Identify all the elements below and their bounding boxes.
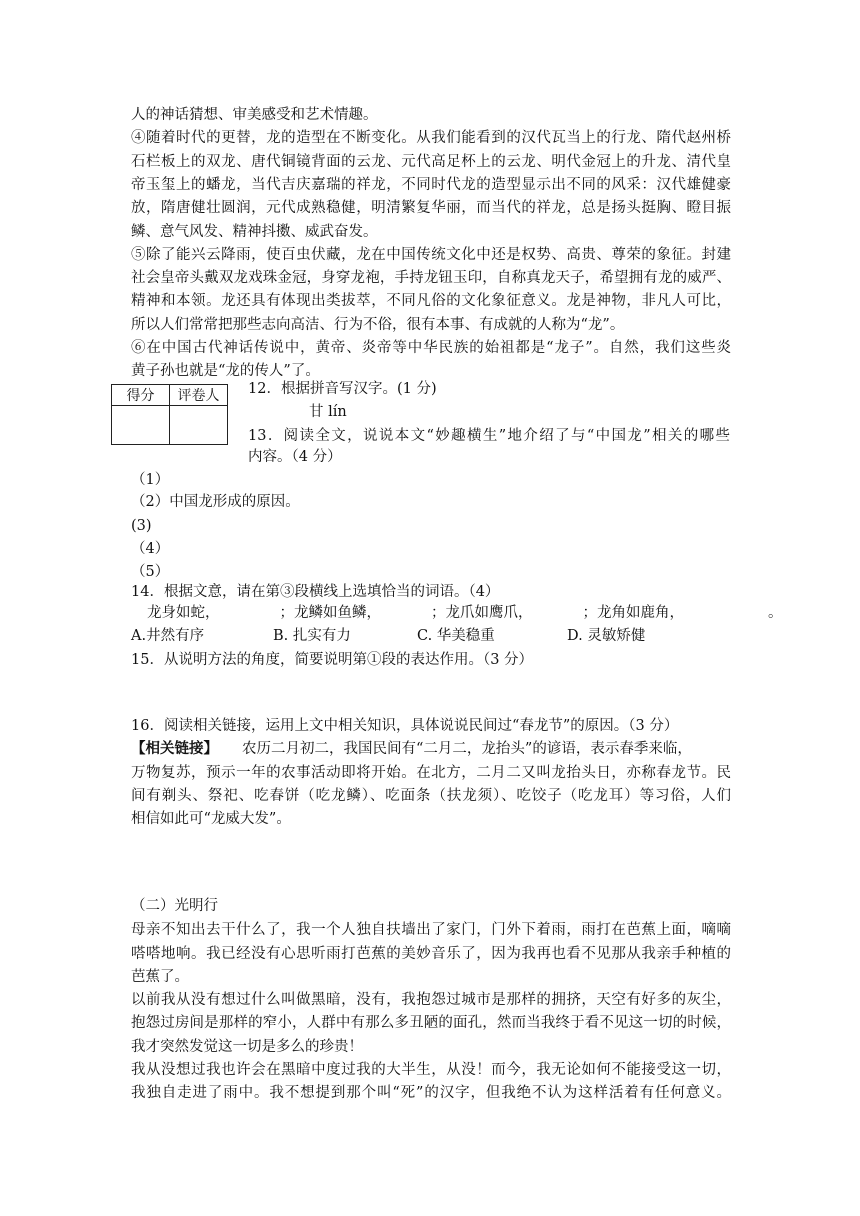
option-c: C. 华美稳重 — [417, 628, 495, 644]
passage-line: 社会皇帝头戴双龙戏珠金冠，身穿龙袍，手持龙钮玉印，自称真龙天子，希望拥有龙的威严、 — [131, 270, 731, 286]
passage-line: 抱怨过房间是那样的窄小，人群中有那么多丑陋的面孔，然而当我终于看不见这一切的时候， — [131, 1015, 731, 1031]
score-cell[interactable] — [112, 406, 170, 445]
passage-line: 帝玉玺上的蟠龙，当代吉庆嘉瑞的祥龙，不同时代龙的造型显示出不同的风采：汉代雄健豪 — [131, 177, 731, 193]
score-table — [111, 384, 228, 445]
related-link-line: 万物复苏，预示一年的农事活动即将开始。在北方，二月二又叫龙抬头日，亦称春龙节。民 — [131, 765, 731, 781]
passage-line: 我才突然发觉这一切是多么的珍贵！ — [131, 1039, 363, 1055]
answer-item: （1） — [131, 472, 170, 488]
passage-line: 放，隋唐健壮圆润，元代成熟稳健，明清繁复华丽，而当代的祥龙，总是扬头挺胸、瞪目振 — [131, 200, 731, 216]
answer-item: （5） — [131, 564, 170, 580]
question-13-cont: 内容。（4 分） — [248, 449, 342, 465]
grader-cell[interactable] — [170, 406, 228, 445]
related-link-text: 农历二月初二，我国民间有“二月二，龙抬头”的谚语，表示春季来临， — [242, 741, 692, 757]
section-title: （二）光明行 — [131, 898, 218, 914]
passage-line: 嗒嗒地响。我已经没有心思听雨打芭蕉的美妙音乐了，因为我再也看不见那从我亲手种植的 — [131, 946, 731, 962]
option-d: D. 灵敏矫健 — [567, 628, 646, 644]
score-header: 得分 — [112, 385, 170, 406]
related-link-label: 【相关链接】 — [131, 740, 218, 757]
answer-item: (3) — [131, 518, 152, 534]
grader-header: 评卷人 — [170, 385, 228, 406]
question-15: 15．从说明方法的角度，简要说明第①段的表达作用。（3 分） — [131, 652, 534, 668]
passage-line: 石栏板上的双龙、唐代铜镜背面的云龙、元代高足杯上的云龙、明代金冠上的升龙、清代皇 — [131, 154, 731, 170]
blank-text: ；龙鳞如鱼鳞， — [279, 605, 381, 621]
passage-line: 芭蕉了。 — [131, 969, 189, 985]
passage-line: 黄子孙也就是“龙的传人”了。 — [131, 363, 320, 379]
passage-line: ④随着时代的更替，龙的造型在不断变化。从我们能看到的汉代瓦当上的行龙、隋代赵州桥 — [131, 130, 731, 146]
passage-line: ⑤除了能兴云降雨，使百虫伏藏，龙在中国传统文化中还是权势、高贵、尊荣的象征。封建 — [131, 247, 731, 263]
question-14: 14．根据文意，请在第③段横线上选填恰当的词语。（4） — [131, 584, 500, 600]
related-link-line: 相信如此可“龙威大发”。 — [131, 811, 291, 827]
related-link-line — [131, 739, 731, 759]
passage-line: 以前我从没有想过什么叫做黑暗，没有，我抱怨过城市是那样的拥挤，天空有好多的灰尘， — [131, 992, 731, 1008]
question-13: 13．阅读全文，说说本文“妙趣横生”地介绍了与“中国龙”相关的哪些 — [248, 428, 730, 444]
option-a: A.井然有序 — [131, 628, 205, 644]
passage-line: 精神和本领。龙还具有体现出类拔萃，不同凡俗的文化象征意义。龙是神物，非凡人可比， — [131, 293, 731, 309]
passage-line: 人的神话猜想、审美感受和艺术情趣。 — [131, 107, 378, 123]
blank-text: ；龙爪如鹰爪， — [431, 605, 533, 621]
blank-text: ；龙角如鹿角， — [582, 605, 684, 621]
answer-item: （2）中国龙形成的原因。 — [131, 494, 300, 510]
passage-line: 我从没想过我也许会在黑暗中度过我的大半生，从没！而今，我无论如何不能接受这一切， — [131, 1062, 731, 1078]
question-12: 12．根据拼音写汉字。(1 分) — [248, 381, 437, 397]
passage-line: ⑥在中国古代神话传说中，黄帝、炎帝等中华民族的始祖都是“龙子”。自然，我们这些炎 — [131, 340, 731, 356]
blank-text: 龙身如蛇， — [147, 605, 220, 621]
passage-line: 所以人们常常把那些志向高洁、行为不俗，很有本事、有成就的人称为“龙”。 — [131, 317, 625, 333]
passage-line: 鳞、意气风发、精神抖擞、威武奋发。 — [131, 224, 378, 240]
blank-text: 。 — [768, 605, 783, 621]
option-b: B. 扎实有力 — [273, 628, 351, 644]
answer-item: （4） — [131, 541, 170, 557]
question-12-pinyin: 甘 lín — [309, 404, 347, 420]
passage-line: 我独自走进了雨中。我不想提到那个叫“死”的汉字，但我绝不认为这样活着有任何意义。 — [131, 1085, 731, 1101]
related-link-line: 间有剃头、祭祀、吃春饼（吃龙鳞）、吃面条（扶龙须）、吃饺子（吃龙耳）等习俗，人们 — [131, 788, 731, 804]
question-16: 16．阅读相关链接，运用上文中相关知识，具体说说民间过“春龙节”的原因。（3 分） — [131, 718, 679, 734]
passage-line: 母亲不知出去干什么了，我一个人独自扶墙出了家门，门外下着雨，雨打在芭蕉上面，嘀嘀 — [131, 922, 731, 938]
question-14-blanks — [147, 603, 783, 623]
